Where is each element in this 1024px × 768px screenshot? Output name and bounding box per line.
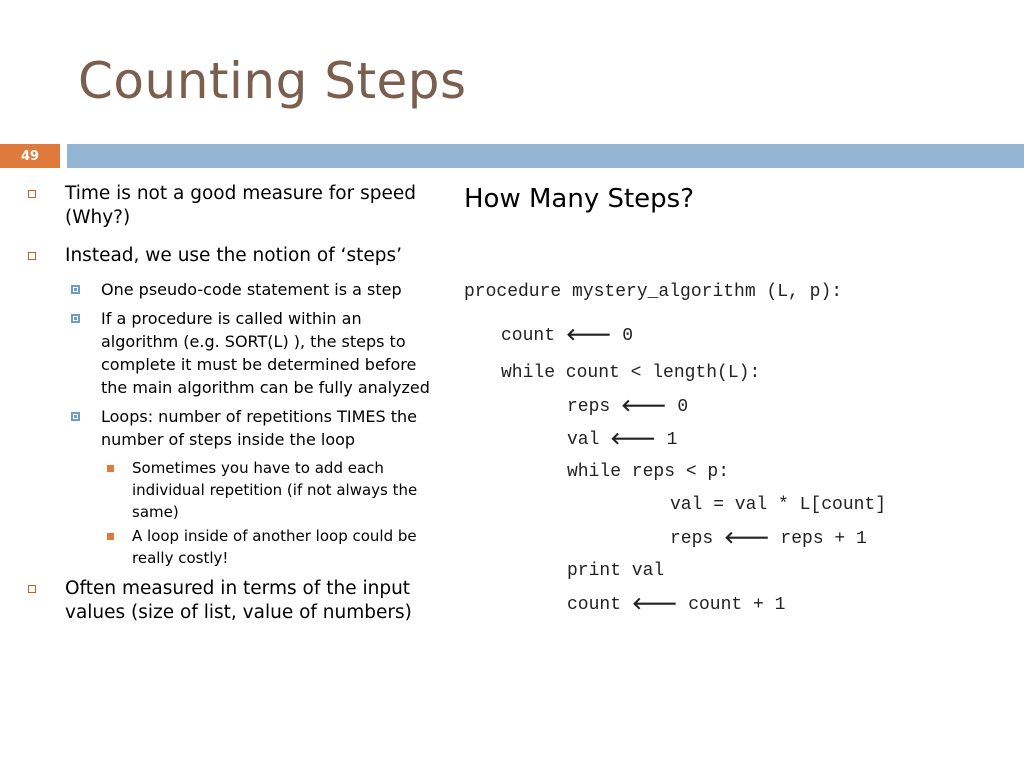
sub-sub-bullet-item [0, 457, 442, 523]
square-bullet-icon [71, 314, 80, 323]
bullet-text: Instead, we use the notion of ‘steps’ [65, 245, 403, 266]
bullet-item [0, 182, 440, 230]
bullet-text: Often measured in terms of the input values (size of list, value of numbers) [65, 578, 412, 623]
sub-bullet-item [0, 307, 441, 399]
slide-number: 49 [0, 144, 60, 168]
left-arrow-icon: 🡐 [565, 325, 612, 345]
code-line: print val [567, 561, 665, 581]
left-arrow-icon: 🡐 [724, 528, 770, 548]
left-arrow-icon: 🡐 [631, 594, 678, 614]
bullet-text: Time is not a good measure for speed (Why?) [65, 183, 416, 228]
square-bullet-icon [107, 465, 114, 472]
left-arrow-icon: 🡐 [621, 396, 667, 416]
code-line: procedure mystery_algorithm (L, p): [464, 282, 843, 302]
bullet-text: A loop inside of another loop could be really costly! [132, 527, 417, 567]
code-line: while count < length(L): [501, 363, 761, 383]
sub-sub-bullet-item [0, 525, 442, 569]
square-bullet-icon [28, 252, 36, 260]
square-bullet-icon [71, 285, 80, 294]
bullet-text: One pseudo-code statement is a step [101, 280, 402, 299]
sub-bullet-item [0, 278, 441, 301]
bullet-text: Loops: number of repetitions TIMES the number of steps inside the loop [101, 407, 417, 449]
bullet-item [0, 244, 440, 268]
code-line: count 🡐 count + 1 [567, 594, 786, 615]
slide-title: Counting Steps [78, 52, 467, 110]
left-arrow-icon: 🡐 [610, 429, 656, 449]
bullet-text: Sometimes you have to add each individual repetition (if not always the same) [132, 459, 418, 521]
square-bullet-icon [107, 533, 114, 540]
square-bullet-icon [28, 585, 36, 593]
code-line: val 🡐 1 [567, 429, 678, 450]
header-band [67, 144, 1024, 168]
code-line: while reps < p: [567, 462, 730, 482]
square-bullet-icon [28, 190, 36, 198]
right-heading: How Many Steps? [464, 184, 695, 214]
code-line: reps 🡐 reps + 1 [670, 528, 867, 549]
square-bullet-icon [71, 412, 80, 421]
code-line: reps 🡐 0 [567, 396, 689, 417]
sub-bullet-item [0, 405, 441, 451]
bullet-text: If a procedure is called within an algorithm (e.g. SORT(L) ), the steps to complete it must be determined before the main algorithm can be fully analyzed [101, 309, 430, 397]
code-line: count 🡐 0 [501, 325, 634, 346]
bullet-list [0, 182, 450, 639]
bullet-item [0, 577, 440, 625]
code-line: val = val * L[count] [670, 495, 887, 515]
